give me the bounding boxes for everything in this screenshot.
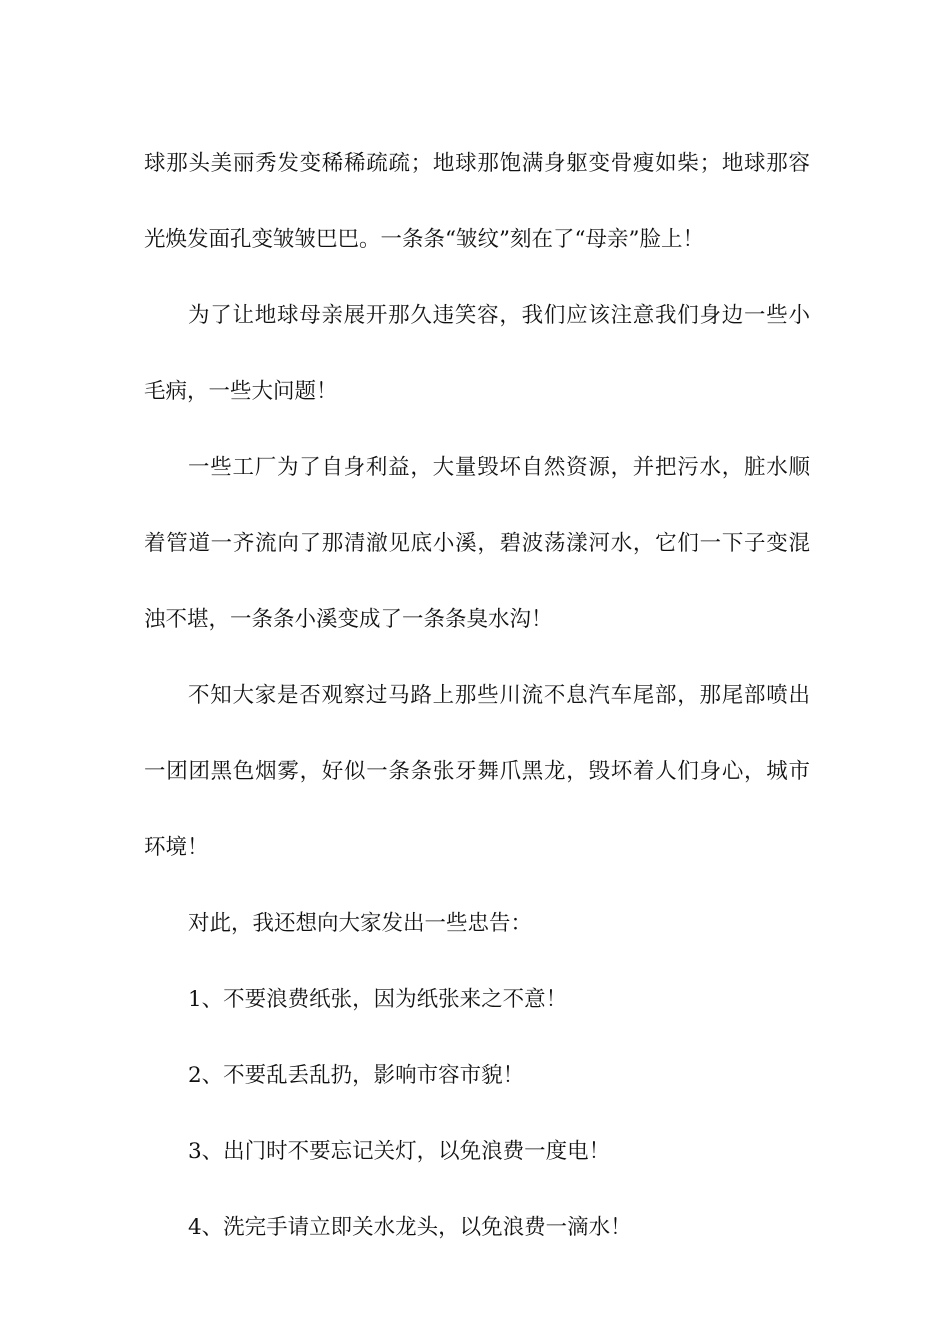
list-item-advice-2: 2、不要乱丢乱扔，影响市容市貌！: [188, 1063, 525, 1088]
paragraph-earth-smile: 为了让地球母亲展开那久违笑容，我们应该注意我们身边一些小毛病，一些大问题！: [144, 303, 810, 404]
document-body: [144, 126, 810, 1266]
paragraph-factory-pollution: 一些工厂为了自身利益，大量毁坏自然资源，并把污水，脏水顺着管道一齐流向了那清澈见底小溪，碧波荡漾河水，它们一下子变混浊不堪，一条条小溪变成了一条条臭水沟！: [144, 455, 810, 632]
paragraph-advice-intro: 对此，我还想向大家发出一些忠告：: [188, 911, 533, 936]
paragraph-continued: 球那头美丽秀发变稀稀疏疏；地球那饱满身躯变骨瘦如柴；地球那容光焕发面孔变皱皱巴巴。一条条“皱纹”刻在了“母亲”脸上！: [144, 151, 810, 252]
list-item-advice-4: 4、洗完手请立即关水龙头，以免浪费一滴水！: [188, 1215, 632, 1240]
list-item-advice-1: 1、不要浪费纸张，因为纸张来之不意！: [188, 987, 568, 1012]
paragraph-car-exhaust: 不知大家是否观察过马路上那些川流不息汽车尾部，那尾部喷出一团团黑色烟雾，好似一条条张牙舞爪黑龙，毁坏着人们身心，城市环境！: [144, 683, 810, 860]
list-item-advice-3: 3、出门时不要忘记关灯，以免浪费一度电！: [188, 1139, 611, 1164]
